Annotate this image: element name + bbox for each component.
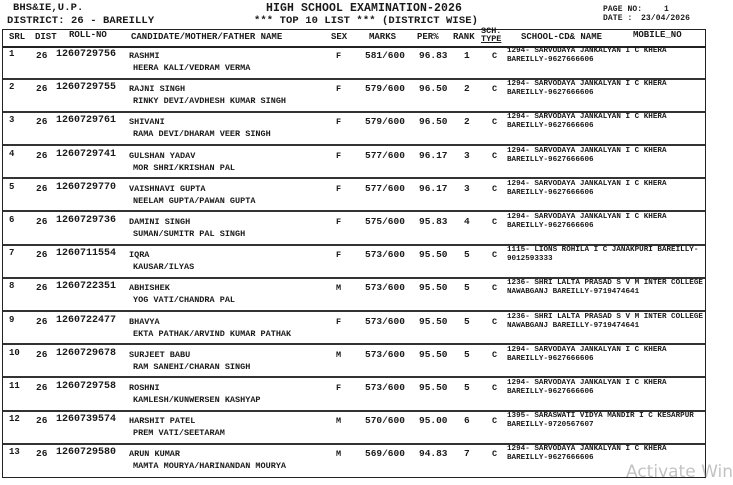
percentage-cell: 96.50 <box>419 83 448 95</box>
school-name-cell: 1294- SARVODAYA JANKALYAN I C KHERA BAREILLY-9627666606 <box>507 445 667 463</box>
candidate-name: ABHISHEK <box>129 283 170 294</box>
rank-cell: 7 <box>464 448 470 460</box>
col-sch-top: SCH. <box>481 26 502 36</box>
srl-cell: 8 <box>9 281 15 292</box>
district-label: DISTRICT: 26 - BAREILLY <box>7 15 155 27</box>
marks-cell: 577/600 <box>365 182 405 194</box>
col-dist: DIST <box>35 32 57 42</box>
candidate-name: SHIVANI <box>129 117 165 128</box>
percentage-cell: 95.50 <box>419 348 448 360</box>
activation-watermark: Activate Win <box>626 462 733 482</box>
school-name-cell: 1294- SARVODAYA JANKALYAN I C KHERA BAREILLY-9627666606 <box>507 379 667 396</box>
rank-cell: 5 <box>464 382 470 393</box>
candidate-name: GULSHAN YADAV <box>129 150 196 161</box>
dist-cell: 26 <box>36 216 48 227</box>
sex-cell: F <box>336 183 342 194</box>
rank-cell: 3 <box>464 182 470 194</box>
col-rank: RANK <box>453 32 475 42</box>
percentage-cell: 95.00 <box>419 415 448 427</box>
percentage-cell: 96.50 <box>419 116 448 128</box>
marks-cell: 581/600 <box>365 50 405 61</box>
srl-cell: 3 <box>9 115 15 126</box>
dist-cell: 26 <box>36 116 48 128</box>
table-row <box>3 179 705 213</box>
rank-cell: 5 <box>464 249 470 261</box>
school-type-cell: C <box>492 250 498 261</box>
dist-cell: 26 <box>36 348 48 360</box>
school-type-cell: C <box>492 383 498 393</box>
page-no-label: PAGE NO: <box>603 5 643 14</box>
school-name-cell: 1236- SHRI LALTA PRASAD S V M INTER COLLEGE NAWABGANJ BAREILLY-9719474641 <box>507 312 703 330</box>
parent-names: EKTA PATHAK/ARVIND KUMAR PATHAK <box>133 328 292 339</box>
rank-cell: 6 <box>464 415 470 427</box>
school-type-cell: C <box>492 283 498 294</box>
sex-cell: F <box>336 250 342 261</box>
roll-no-cell: 1260729756 <box>56 49 117 60</box>
sex-cell: M <box>336 283 342 294</box>
school-type-cell: C <box>492 349 498 360</box>
roll-no-cell: 1260739574 <box>56 414 117 426</box>
parent-names: KAMLESH/KUNWERSEN KASHYAP <box>133 395 261 405</box>
srl-cell: 6 <box>9 215 15 225</box>
srl-cell: 5 <box>9 181 15 192</box>
page-no-value: 1 <box>664 5 669 14</box>
table-row <box>3 212 705 246</box>
table-row <box>3 46 705 80</box>
roll-no-cell: 1260729758 <box>56 381 117 392</box>
srl-cell: 4 <box>9 148 15 159</box>
srl-cell: 9 <box>9 314 15 325</box>
table-row <box>3 345 705 379</box>
percentage-cell: 95.50 <box>419 282 448 294</box>
table-row <box>3 411 705 445</box>
parent-names: HEERA KALI/VEDRAM VERMA <box>133 63 251 73</box>
table-row <box>3 278 705 312</box>
parent-names: KAUSAR/ILYAS <box>133 262 195 273</box>
srl-cell: 7 <box>9 248 15 259</box>
percentage-cell: 94.83 <box>419 448 448 460</box>
sex-cell: F <box>336 117 342 128</box>
parent-names: MAMTA MOURYA/HARINANDAN MOURYA <box>133 461 287 472</box>
parent-names: MOR SHRI/KRISHAN PAL <box>133 162 236 173</box>
rank-cell: 4 <box>464 216 470 227</box>
roll-no-cell: 1260729736 <box>56 215 117 226</box>
school-type-cell: C <box>492 416 498 427</box>
marks-cell: 570/600 <box>365 415 405 427</box>
roll-no-cell: 1260729741 <box>56 148 117 160</box>
sex-cell: F <box>336 84 342 95</box>
rank-cell: 2 <box>464 116 470 128</box>
table-row <box>3 312 705 346</box>
sex-cell: F <box>336 383 342 393</box>
board-name: BHS&IE,U.P. <box>13 2 84 14</box>
school-type-cell: C <box>492 316 498 327</box>
dist-cell: 26 <box>36 382 48 393</box>
srl-cell: 10 <box>9 347 20 358</box>
table-row <box>3 378 705 412</box>
marks-cell: 579/600 <box>365 83 405 95</box>
school-name-cell: 1395- SARASWATI VIDYA MANDIR I C KESARPUR BAREILLY-9720567607 <box>507 412 694 430</box>
school-type-cell: C <box>492 183 498 194</box>
school-name-cell: 1115- LIONS ROHILA I C JANAKPURI BAREILLY-9012593333 <box>507 246 699 264</box>
candidate-name: IQRA <box>129 250 150 261</box>
roll-no-cell: 1260729678 <box>56 347 117 359</box>
school-type-cell: C <box>492 51 498 61</box>
candidate-name: BHAVYA <box>129 316 160 327</box>
percentage-cell: 96.17 <box>419 149 448 161</box>
marks-cell: 573/600 <box>365 282 405 294</box>
sex-cell: F <box>336 316 342 327</box>
parent-names: SUMAN/SUMITR PAL SINGH <box>133 229 246 239</box>
dist-cell: 26 <box>36 315 48 327</box>
candidate-name: VAISHNAVI GUPTA <box>129 183 206 194</box>
school-type-cell: C <box>492 217 498 227</box>
exam-title: HIGH SCHOOL EXAMINATION-2026 <box>266 2 463 15</box>
candidate-name: RAJNI SINGH <box>129 84 186 95</box>
list-subtitle: *** TOP 10 LIST *** (DISTRICT WISE) <box>254 15 479 27</box>
srl-cell: 13 <box>9 447 20 458</box>
parent-names: RAM SANEHI/CHARAN SINGH <box>133 361 251 372</box>
roll-no-cell: 1260722477 <box>56 314 117 326</box>
percentage-cell: 96.83 <box>419 50 448 61</box>
sex-cell: F <box>336 217 342 227</box>
marks-cell: 569/600 <box>365 448 405 460</box>
dist-cell: 26 <box>36 249 48 261</box>
col-roll: ROLL-NO <box>69 30 107 40</box>
roll-no-cell: 1260729761 <box>56 115 117 127</box>
marks-cell: 579/600 <box>365 116 405 128</box>
parent-names: RINKY DEVI/AVDHESH KUMAR SINGH <box>133 96 287 107</box>
school-type-cell: C <box>492 84 498 95</box>
sex-cell: F <box>336 51 342 61</box>
srl-cell: 12 <box>9 414 20 425</box>
school-type-cell: C <box>492 150 498 161</box>
school-name-cell: 1294- SARVODAYA JANKALYAN I C KHERA BAREILLY-9627666606 <box>507 146 667 164</box>
candidate-name: SURJEET BABU <box>129 349 191 360</box>
percentage-cell: 95.50 <box>419 315 448 327</box>
dist-cell: 26 <box>36 149 48 161</box>
col-mobile: MOBILE_NO <box>633 30 682 40</box>
school-name-cell: 1236- SHRI LALTA PRASAD S V M INTER COLLEGE NAWABGANJ BAREILLY-9719474641 <box>507 279 703 297</box>
date-value: 23/04/2026 <box>641 14 691 23</box>
table-row <box>3 112 705 146</box>
marks-cell: 573/600 <box>365 348 405 360</box>
table-row <box>3 444 705 478</box>
percentage-cell: 96.17 <box>419 182 448 194</box>
col-srl: SRL <box>9 32 26 42</box>
marks-cell: 573/600 <box>365 382 405 393</box>
school-name-cell: 1294- SARVODAYA JANKALYAN I C KHERA BAREILLY-9627666606 <box>507 213 667 230</box>
srl-cell: 1 <box>9 49 15 59</box>
col-per: PER% <box>417 32 439 42</box>
table-row <box>3 245 705 279</box>
srl-cell: 2 <box>9 82 15 93</box>
school-name-cell: 1294- SARVODAYA JANKALYAN I C KHERA BAREILLY-9627666606 <box>507 179 667 197</box>
school-name-cell: 1294- SARVODAYA JANKALYAN I C KHERA BAREILLY-9627666606 <box>507 113 667 131</box>
percentage-cell: 95.83 <box>419 216 448 227</box>
marks-cell: 577/600 <box>365 149 405 161</box>
candidate-name: DAMINI SINGH <box>129 217 191 227</box>
roll-no-cell: 1260711554 <box>56 248 117 260</box>
roll-no-cell: 1260729770 <box>56 181 117 193</box>
school-name-cell: 1294- SARVODAYA JANKALYAN I C KHERA BAREILLY-9627666606 <box>507 47 667 64</box>
sex-cell: F <box>336 150 342 161</box>
rank-cell: 1 <box>464 50 470 61</box>
rank-cell: 3 <box>464 149 470 161</box>
candidate-name: HARSHIT PATEL <box>129 416 196 427</box>
dist-cell: 26 <box>36 415 48 427</box>
parent-names: RAMA DEVI/DHARAM VEER SINGH <box>133 129 271 140</box>
col-school: SCHOOL-CD& NAME <box>521 32 603 42</box>
candidate-name: ROSHNI <box>129 383 160 393</box>
candidate-name: ARUN KUMAR <box>129 449 181 460</box>
table-row <box>3 79 705 113</box>
sex-cell: M <box>336 416 342 427</box>
school-type-cell: C <box>492 449 498 460</box>
dist-cell: 26 <box>36 182 48 194</box>
date-label: DATE : <box>603 14 633 23</box>
roll-no-cell: 1260729755 <box>56 82 117 94</box>
table-row <box>3 146 705 180</box>
school-name-cell: 1294- SARVODAYA JANKALYAN I C KHERA BAREILLY-9627666606 <box>507 345 667 363</box>
dist-cell: 26 <box>36 448 48 460</box>
school-type-cell: C <box>492 117 498 128</box>
marks-cell: 573/600 <box>365 249 405 261</box>
marks-cell: 575/600 <box>365 216 405 227</box>
rank-cell: 5 <box>464 348 470 360</box>
roll-no-cell: 1260729580 <box>56 447 117 459</box>
col-name: CANDIDATE/MOTHER/FATHER NAME <box>131 32 283 42</box>
rank-cell: 5 <box>464 315 470 327</box>
percentage-cell: 95.50 <box>419 249 448 261</box>
candidate-name: RASHMI <box>129 51 160 61</box>
dist-cell: 26 <box>36 83 48 95</box>
col-sch-type <box>481 27 501 43</box>
col-sex: SEX <box>331 32 348 42</box>
parent-names: YOG VATI/CHANDRA PAL <box>133 295 236 306</box>
table-body <box>3 46 705 477</box>
school-name-cell: 1294- SARVODAYA JANKALYAN I C KHERA BAREILLY-9627666606 <box>507 80 667 98</box>
dist-cell: 26 <box>36 282 48 294</box>
roll-no-cell: 1260722351 <box>56 281 117 293</box>
results-table <box>2 26 706 478</box>
parent-names: NEELAM GUPTA/PAWAN GUPTA <box>133 195 256 206</box>
dist-cell: 26 <box>36 50 48 61</box>
col-marks: MARKS <box>369 32 397 42</box>
sex-cell: M <box>336 449 342 460</box>
rank-cell: 5 <box>464 282 470 294</box>
parent-names: PREM VATI/SEETARAM <box>133 428 225 439</box>
marks-cell: 573/600 <box>365 315 405 327</box>
col-sch-bottom: TYPE <box>481 34 502 44</box>
sex-cell: M <box>336 349 342 360</box>
srl-cell: 11 <box>9 381 20 391</box>
percentage-cell: 95.50 <box>419 382 448 393</box>
rank-cell: 2 <box>464 83 470 95</box>
